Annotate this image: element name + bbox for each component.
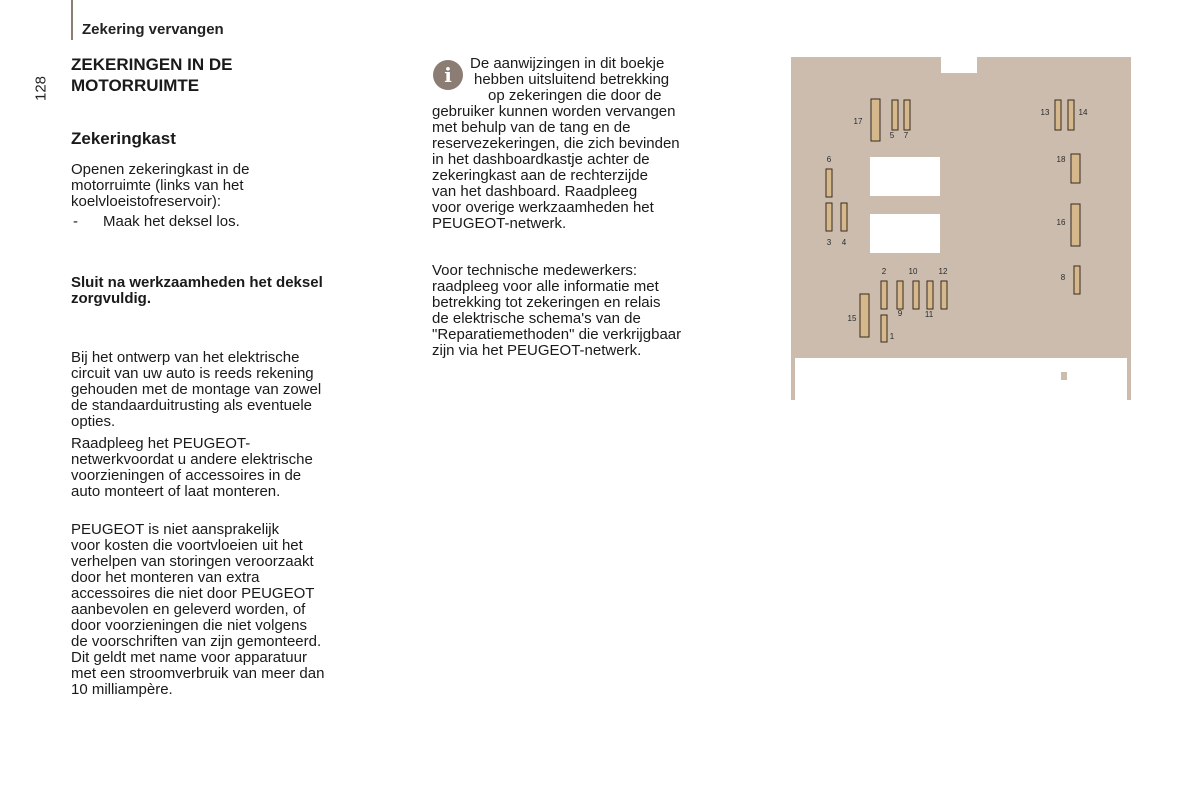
text-line: in het dashboardkastje achter de xyxy=(432,151,650,168)
text-line: betrekking tot zekeringen en relais xyxy=(432,294,661,311)
text-line: Voor technische medewerkers: xyxy=(432,262,638,279)
page-number: 128 xyxy=(32,75,50,102)
text-line: de voorschriften van zijn gemonteerd. xyxy=(71,633,322,650)
warning-text xyxy=(71,275,406,307)
text-line: auto monteert of laat monteren. xyxy=(71,483,281,500)
fuse-7 xyxy=(904,100,910,130)
fuse-17 xyxy=(871,99,880,141)
fuse-1 xyxy=(881,315,887,342)
fuse-9 xyxy=(913,281,919,309)
text-line: door het monteren van extra xyxy=(71,569,260,586)
text-line: de standaarduitrusting als eventuele xyxy=(71,397,312,414)
bullet-text: Maak het deksel los. xyxy=(103,213,240,230)
fuse-label-5: 5 xyxy=(889,131,895,140)
info-icon: i xyxy=(433,60,463,90)
text-line: aanbevolen en geleverd worden, of xyxy=(71,601,306,618)
text-line: van het dashboard. Raadpleeg xyxy=(432,183,638,200)
text-line: verhelpen van storingen veroorzaakt xyxy=(71,553,314,570)
text-line: gehouden met de montage van zowel xyxy=(71,381,322,398)
fuse-label-16: 16 xyxy=(1056,218,1066,227)
info-note xyxy=(432,56,767,232)
fuse-label-13: 13 xyxy=(1040,108,1050,117)
fuse-10 xyxy=(897,281,903,309)
text-line: met een stroomverbruik van meer dan xyxy=(71,665,325,682)
fuse-label-3: 3 xyxy=(826,238,832,247)
relay-2 xyxy=(870,214,940,253)
fuse-2 xyxy=(881,281,887,309)
connector-block xyxy=(1055,367,1093,400)
fuse-label-10: 10 xyxy=(908,267,918,276)
fuse-label-12: 12 xyxy=(938,267,948,276)
fuse-label-1: 1 xyxy=(889,332,895,341)
fuse-label-9: 9 xyxy=(897,309,903,318)
text-line: opties. xyxy=(71,413,116,430)
text-line: zorgvuldig. xyxy=(71,290,151,307)
fuse-box-lower-left xyxy=(791,358,795,400)
fuse-label-4: 4 xyxy=(841,238,847,247)
text-line: Openen zekeringkast in de xyxy=(71,161,250,178)
fuse-label-6: 6 xyxy=(826,155,832,164)
fuse-14 xyxy=(1068,100,1074,130)
text-line: voor overige werkzaamheden het xyxy=(432,199,654,216)
connector-tab xyxy=(1061,372,1067,380)
relay-1 xyxy=(870,157,940,196)
fuse-6 xyxy=(826,169,832,197)
fuse-5 xyxy=(892,100,898,130)
text-line: door voorzieningen die niet volgens xyxy=(71,617,307,634)
fuse-16 xyxy=(1071,204,1080,246)
text-line: zekeringkast aan de rechterzijde xyxy=(432,167,648,184)
text-line: De aanwijzingen in dit boekje xyxy=(470,55,665,72)
text-line: "Reparatiemethoden" die verkrijgbaar xyxy=(432,326,682,343)
fuse-18 xyxy=(1071,154,1080,183)
text-line: Sluit na werkzaamheden het deksel xyxy=(71,274,323,291)
text-line: raadpleeg voor alle informatie met xyxy=(432,278,659,295)
liability-paragraph xyxy=(71,522,406,698)
consult-paragraph xyxy=(71,436,406,500)
fuse-8 xyxy=(1074,266,1080,294)
text-line: Bij het ontwerp van het elektrische xyxy=(71,349,300,366)
page-title-line-2: MOTORRUIMTE xyxy=(71,76,200,95)
section-header: Zekering vervangen xyxy=(82,21,224,38)
text-line: motorruimte (links van het xyxy=(71,177,244,194)
section-subtitle: Zekeringkast xyxy=(71,129,176,148)
open-instructions xyxy=(71,162,406,210)
fuse-box-diagram xyxy=(791,57,1131,400)
text-line: koelvloeistofreservoir): xyxy=(71,193,222,210)
top-notch xyxy=(941,57,977,73)
fuse-11 xyxy=(941,281,947,309)
fuse-13 xyxy=(1055,100,1061,130)
relay-3 xyxy=(870,367,940,400)
fuse-label-8: 8 xyxy=(1060,273,1066,282)
fuse-4 xyxy=(841,203,847,231)
text-line: zijn via het PEUGEOT-netwerk. xyxy=(432,342,642,359)
text-line: met behulp van de tang en de xyxy=(432,119,631,136)
text-line: op zekeringen die door de xyxy=(488,87,662,104)
fuse-label-17: 17 xyxy=(853,117,863,126)
text-line: PEUGEOT-netwerk. xyxy=(432,215,567,232)
fuse-label-7: 7 xyxy=(903,131,909,140)
text-line: voor kosten die voortvloeien uit het xyxy=(71,537,303,554)
page-title-line-1: ZEKERINGEN IN DE xyxy=(71,55,233,74)
text-line: reservezekeringen, die zich bevinden xyxy=(432,135,680,152)
text-line: accessoires die niet door PEUGEOT xyxy=(71,585,315,602)
fuse-box-lower-right xyxy=(1127,358,1131,400)
fuse-15 xyxy=(860,294,869,337)
design-paragraph xyxy=(71,350,406,430)
fuse-12 xyxy=(927,281,933,309)
text-line: voorzieningen of accessoires in de xyxy=(71,467,302,484)
text-line: circuit van uw auto is reeds rekening xyxy=(71,365,314,382)
text-line: Raadpleeg het PEUGEOT- xyxy=(71,435,251,452)
fuse-label-2: 2 xyxy=(881,267,887,276)
header-accent-bar xyxy=(71,0,73,40)
text-line: netwerkvoordat u andere elektrische xyxy=(71,451,313,468)
technician-note xyxy=(432,263,767,359)
fuse-label-11: 11 xyxy=(924,310,934,319)
fuse-label-15: 15 xyxy=(847,314,857,323)
text-line: 10 milliampère. xyxy=(71,681,173,698)
fuse-label-18: 18 xyxy=(1056,155,1066,164)
page-title xyxy=(71,54,371,96)
text-line: hebben uitsluitend betrekking xyxy=(474,71,670,88)
bullet-dash: - xyxy=(73,213,78,230)
fuse-3 xyxy=(826,203,832,231)
text-line: PEUGEOT is niet aansprakelijk xyxy=(71,521,280,538)
text-line: gebruiker kunnen worden vervangen xyxy=(432,103,676,120)
text-line: de elektrische schema's van de xyxy=(432,310,641,327)
text-line: Dit geldt met name voor apparatuur xyxy=(71,649,307,666)
fuse-label-14: 14 xyxy=(1078,108,1088,117)
